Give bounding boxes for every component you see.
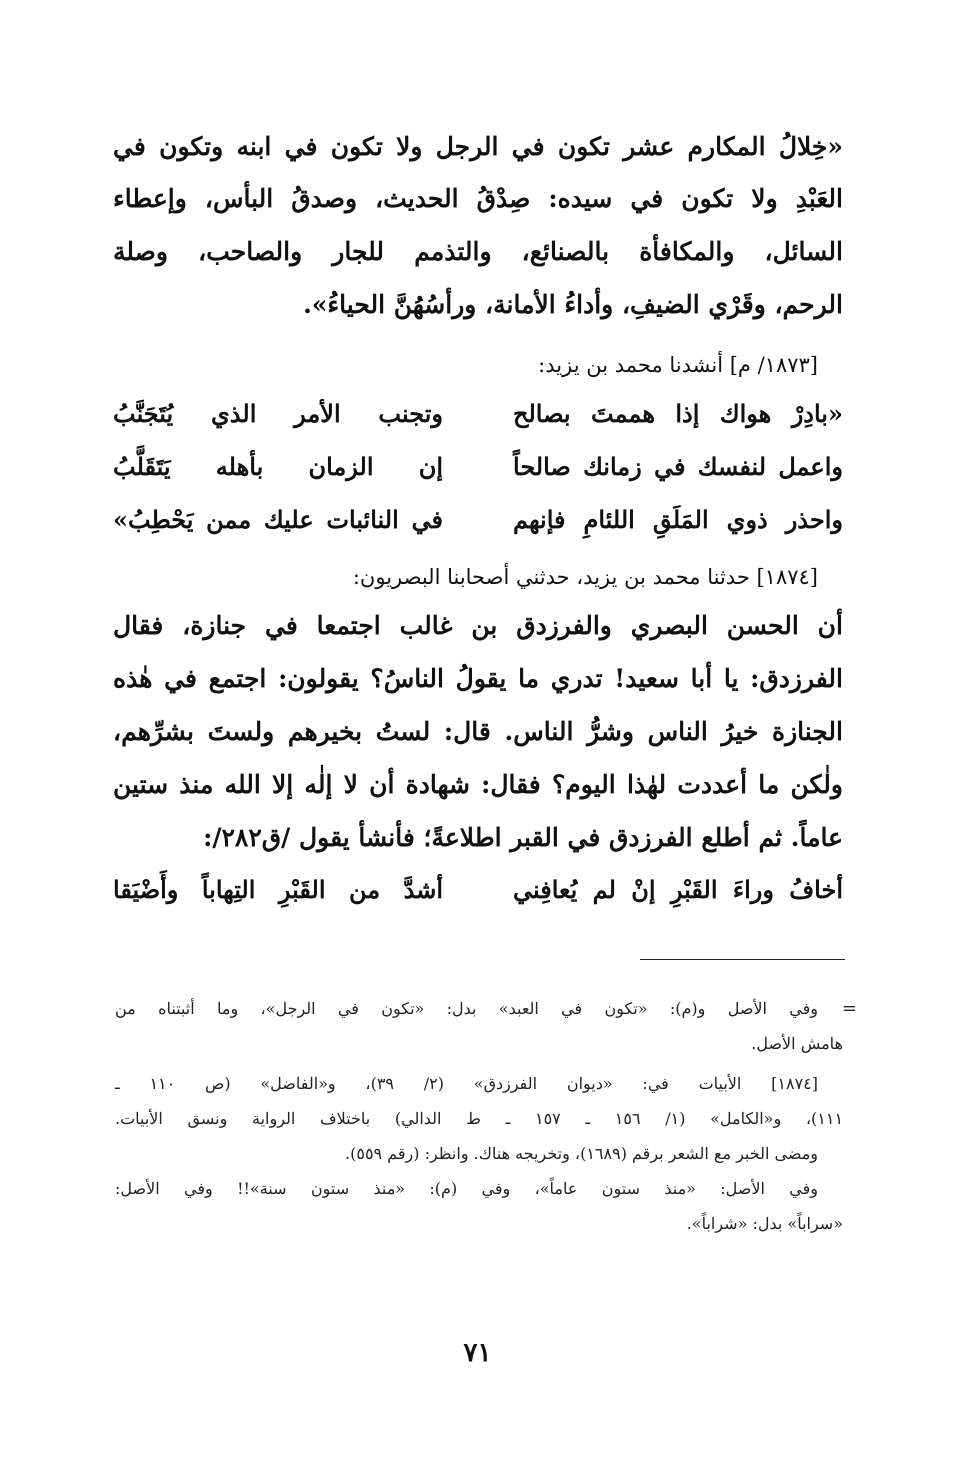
footnote-line-1: وفي الأصل و(م): «تكون في العبد» بدل: «تكون في الرجل»، وما أثبتناه من (115, 999, 818, 1018)
para2-line-4: ولٰكن ما أعددت لهٰذا اليوم؟ فقال: شهادة أن لا إلٰه إلا الله منذ ستين (113, 770, 843, 799)
verse-row-1 (113, 392, 843, 436)
verse-3-second-hemistich: في النائبات عليك ممن يَحْطِبُ» (113, 505, 443, 534)
para1-line-1: «خِلالُ المكارم عشر تكون في الرجل ولا تكون في ابنه وتكون في (113, 132, 843, 161)
para2-line-3: الجنازة خيرُ الناس وشرُّ الناس. قال: لستُ بخيرهم ولستَ بشرِّهم، (113, 717, 843, 746)
verse-1-first-hemistich: «بادِرْ هواك إذا هممتَ بصالح (513, 399, 843, 428)
footnote-line-5: ومضى الخبر مع الشعر برقم (١٦٨٩)، وتخريجه هناك. وانظر: (رقم ٥٥٩). (345, 1144, 818, 1163)
page-number: ٧١ (463, 1338, 492, 1368)
verse-2-second-hemistich: إن الزمان بأهله يَتَقَلَّبُ (113, 452, 443, 481)
entry-heading-1873: [١٨٧٣/ م] أنشدنا محمد بن يزيد: (538, 353, 818, 377)
para1-line-4: الرحم، وقَرْي الضيفِ، وأداءُ الأمانة، ورأسُهُنَّ الحياءُ». (303, 290, 843, 319)
footnote-line-6: وفي الأصل: «منذ ستون عاماً»، وفي (م): «منذ ستون سنة»!! وفي الأصل: (115, 1179, 819, 1198)
verse-4-first-hemistich: أخافُ وراءَ القَبْرِ إنْ لم يُعافِني (513, 875, 843, 904)
para2-line-1: أن الحسن البصري والفرزدق بن غالب اجتمعا في جنازة، فقال (113, 611, 843, 640)
entry-heading-1874: [١٨٧٤] حدثنا محمد بن يزيد، حدثني أصحابنا البصريون: (352, 565, 818, 589)
verse-2-first-hemistich: واعمل لنفسك في زمانك صالحاً (513, 452, 843, 481)
footnote-line-3: [١٨٧٤] الأبيات في: «ديوان الفرزدق» (٢/ ٣٩)، و«الفاضل» (ص ١١٠ ـ (115, 1074, 818, 1093)
para2-line-5: عاماً. ثم أطلع الفرزدق في القبر اطلاعةً؛ فأنشأ يقول /ق٢٨٢/: (203, 823, 843, 852)
verse-1-second-hemistich: وتجنب الأمر الذي يُتَجَنَّبُ (113, 399, 443, 428)
footnote-line-2: هامش الأصل. (751, 1034, 843, 1053)
para1-line-3: السائل، والمكافأة بالصنائع، والتذمم للجار والصاحب، وصلة (113, 237, 843, 266)
para2-line-2: الفرزدق: يا أبا سعيد! تدري ما يقولُ الناسُ؟ يقولون: اجتمع في هٰذه (113, 664, 843, 693)
verse-row-3 (113, 498, 843, 542)
verse-row-2 (113, 445, 843, 489)
verse-3-first-hemistich: واحذر ذوي المَلَقِ اللئامِ فإنهم (513, 505, 843, 534)
footnote-separator (640, 959, 845, 960)
para1-line-2: العَبْدِ ولا تكون في سيده: صِدْقُ الحديث، وصدقُ البأس، وإعطاء (113, 184, 843, 213)
footnote-line-7: «سراباً» بدل: «شراباً». (686, 1214, 843, 1233)
footnote-line-4: ١١١)، و«الكامل» (١/ ١٥٦ ـ ١٥٧ ـ ط الدالي) باختلاف الرواية ونسق الأبيات. (115, 1109, 844, 1128)
verse-4-second-hemistich: أشدَّ من القَبْرِ التِهاباً وأَضْيَقا (113, 875, 443, 904)
footnote-continuation-mark: = (841, 998, 857, 1019)
verse-row-4 (113, 868, 843, 912)
